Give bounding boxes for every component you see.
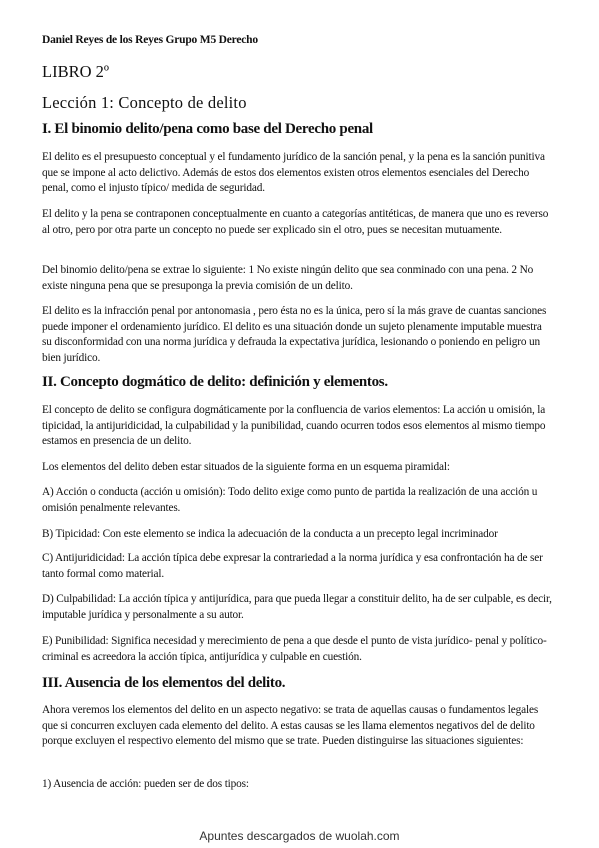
section-heading-1: I. El binomio delito/pena como base del Derecho penal: [42, 121, 373, 137]
paragraph-12: Ahora veremos los elementos del delito en un aspecto negativo: se trata de aquellas causas o fundamentos legales que si concurren excluyen cada elemento del delito. A estas causas se les llama elementos negativos del de delito porque excluyen el respectivo elemento del mismo que se trate. Pueden distinguirse las situaciones siguientes:: [42, 704, 539, 747]
paragraph-1: El delito es el presupuesto conceptual y el fundamento jurídico de la sanción penal, y la pena es la sanción punitiva que se impone al acto delictivo. Además de estos dos elementos existen otros elementos esenciales del Derecho penal, como el injusto típico/ medida de seguridad.: [42, 151, 545, 194]
section-heading-3: III. Ausencia de los elementos del delito.: [42, 675, 286, 691]
paragraph-3: Del binomio delito/pena se extrae lo siguiente: 1 No existe ningún delito que sea conminado con una pena. 2 No existe ninguna pena que se presuponga la previa comisión de un delito.: [42, 264, 534, 292]
author-line: Daniel Reyes de los Reyes Grupo M5 Derecho: [42, 34, 258, 46]
paragraph-13: 1) Ausencia de acción: pueden ser de dos tipos:: [42, 778, 249, 790]
paragraph-9: C) Antijuridicidad: La acción típica debe expresar la contrariedad a la norma jurídica y esa confrontación ha de ser tanto formal como material.: [42, 552, 543, 580]
paragraph-5: El concepto de delito se configura dogmáticamente por la confluencia de varios elementos: La acción u omisión, la tipicidad, la antijuridicidad, la culpabilidad y la punibilidad, cuando ocurren todos esos elementos al mismo tiempo estamos en presencia de un delito.: [42, 404, 546, 447]
book-title: LIBRO 2º: [42, 62, 109, 81]
paragraph-8: B) Tipicidad: Con este elemento se indica la adecuación de la conducta a un precepto legal incriminador: [42, 528, 498, 540]
paragraph-2: El delito y la pena se contraponen conceptualmente en cuanto a categorías antitéticas, de manera que uno es reverso al otro, pero por otra parte un concepto no puede ser explicado sin el otro, pues se necesitan mutuamente.: [42, 208, 549, 236]
paragraph-6: Los elementos del delito deben estar situados de la siguiente forma en un esquema piramidal:: [42, 461, 450, 473]
paragraph-11: E) Punibilidad: Significa necesidad y merecimiento de pena a que desde el punto de vista jurídico- penal y político-criminal es acreedora la acción típica, antijurídica y culpable en cuestión.: [42, 635, 547, 663]
paragraph-10: D) Culpabilidad: La acción típica y antijurídica, para que pueda llegar a constituir delito, ha de ser culpable, es decir, imputable jurídica y personalmente a su autor.: [42, 593, 552, 621]
paragraph-4: El delito es la infracción penal por antonomasia , pero ésta no es la única, pero sí la más grave de cuantas sanciones puede imponer el ordenamiento jurídico. El delito es una situación donde un sujeto plenamente imputable muestra su disconformidad con una norma jurídica y defrauda la expectativa jurídica, lesionando o poniendo en peligro un bien jurídico.: [42, 305, 547, 364]
paragraph-7: A) Acción o conducta (acción u omisión): Todo delito exige como punto de partida la realización de una acción u omisión penalmente relevantes.: [42, 486, 538, 514]
download-footer[interactable]: Apuntes descargados de wuolah.com: [199, 829, 400, 843]
lesson-title: Lección 1: Concepto de delito: [42, 93, 247, 112]
section-heading-2: II. Concepto dogmático de delito: definición y elementos.: [42, 374, 388, 390]
